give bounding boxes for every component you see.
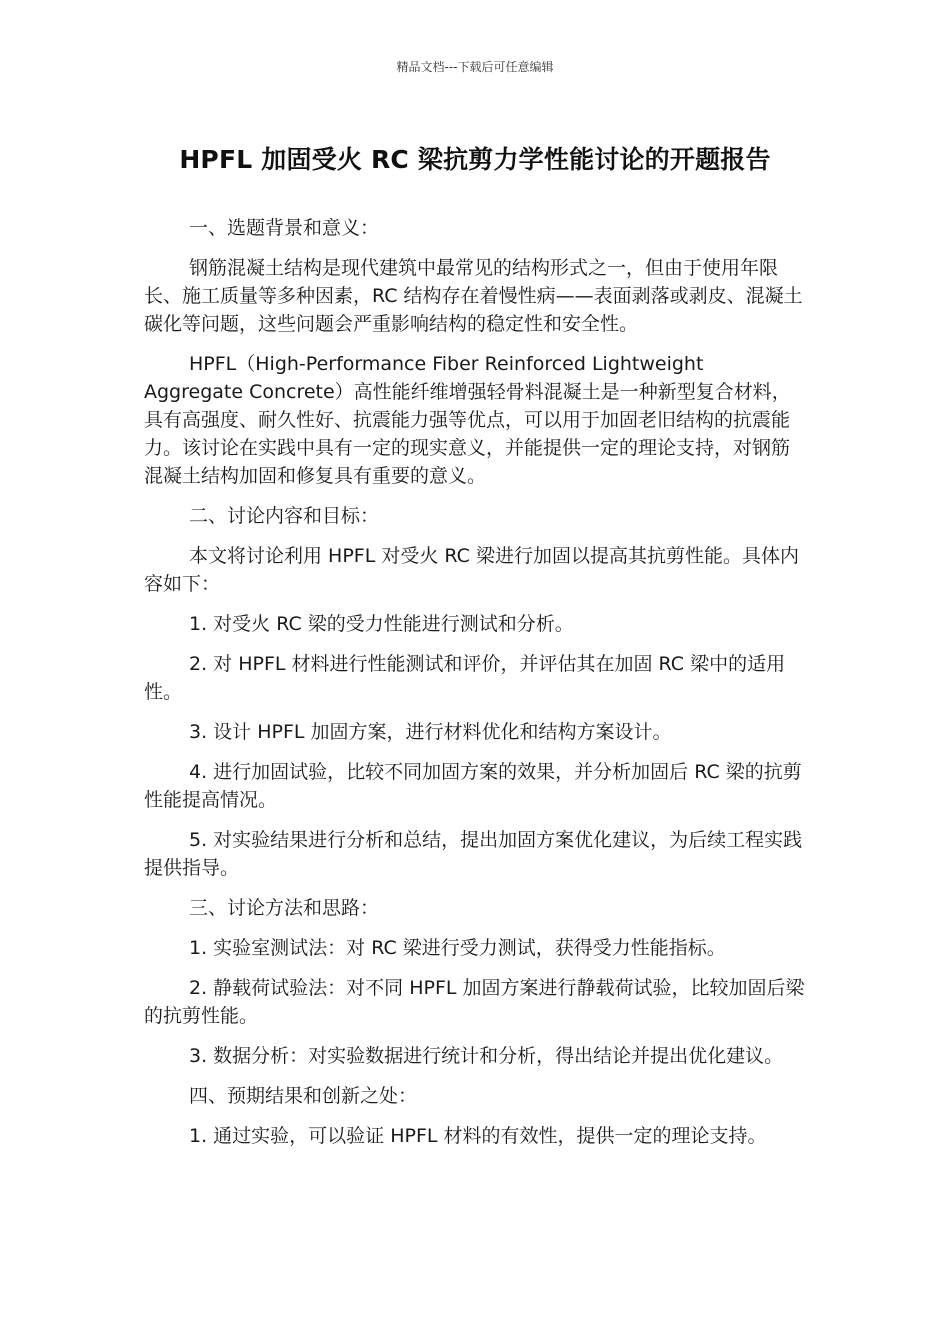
section-heading-results: 四、预期结果和创新之处： — [189, 1085, 418, 1107]
list-item: 4. 进行加固试验，比较不同加固方案的效果，并分析加固后 RC 梁的抗剪性能提高情况。 — [144, 761, 802, 811]
section-heading-methods: 三、讨论方法和思路： — [189, 897, 380, 919]
document-body — [144, 214, 808, 1162]
section-heading-content: 二、讨论内容和目标： — [189, 505, 380, 527]
list-item: 2. 静载荷试验法：对不同 HPFL 加固方案进行静载荷试验，比较加固后梁的抗剪性能。 — [144, 977, 805, 1027]
paragraph: HPFL（High-Performance Fiber Reinforced Lightweight Aggregate Concrete）高性能纤维增强轻骨料混凝土是一种新型复合材料，具有高强度、耐久性好、抗震能力强等优点，可以用于加固老旧结构的抗震能力。该讨论在实践中具有一定的现实意义，并能提供一定的理论支持，对钢筋混凝土结构加固和修复具有重要的意义。 — [144, 353, 791, 487]
header-note: 精品文档---下载后可任意编辑 — [396, 60, 554, 74]
list-item: 3. 设计 HPFL 加固方案，进行材料优化和结构方案设计。 — [189, 721, 672, 743]
paragraph: 钢筋混凝土结构是现代建筑中最常见的结构形式之一，但由于使用年限长、施工质量等多种因素，RC 结构存在着慢性病——表面剥落或剥皮、混凝土碳化等问题，这些问题会严重影响结构的稳定性和安全性。 — [144, 257, 803, 335]
list-item: 1. 通过实验，可以验证 HPFL 材料的有效性，提供一定的理论支持。 — [189, 1125, 767, 1147]
list-item: 1. 实验室测试法：对 RC 梁进行受力测试，获得受力性能指标。 — [189, 937, 726, 959]
document-title: HPFL 加固受火 RC 梁抗剪力学性能讨论的开题报告 — [179, 145, 771, 174]
section-heading-background: 一、选题背景和意义： — [189, 217, 380, 239]
list-item: 5. 对实验结果进行分析和总结，提出加固方案优化建议，为后续工程实践提供指导。 — [144, 829, 803, 879]
list-item: 1. 对受火 RC 梁的受力性能进行测试和分析。 — [189, 613, 574, 635]
paragraph: 本文将讨论利用 HPFL 对受火 RC 梁进行加固以提高其抗剪性能。具体内容如下： — [144, 545, 799, 595]
list-item: 3. 数据分析：对实验数据进行统计和分析，得出结论并提出优化建议。 — [189, 1045, 784, 1067]
list-item: 2. 对 HPFL 材料进行性能测试和评价，并评估其在加固 RC 梁中的适用性。 — [144, 653, 786, 703]
